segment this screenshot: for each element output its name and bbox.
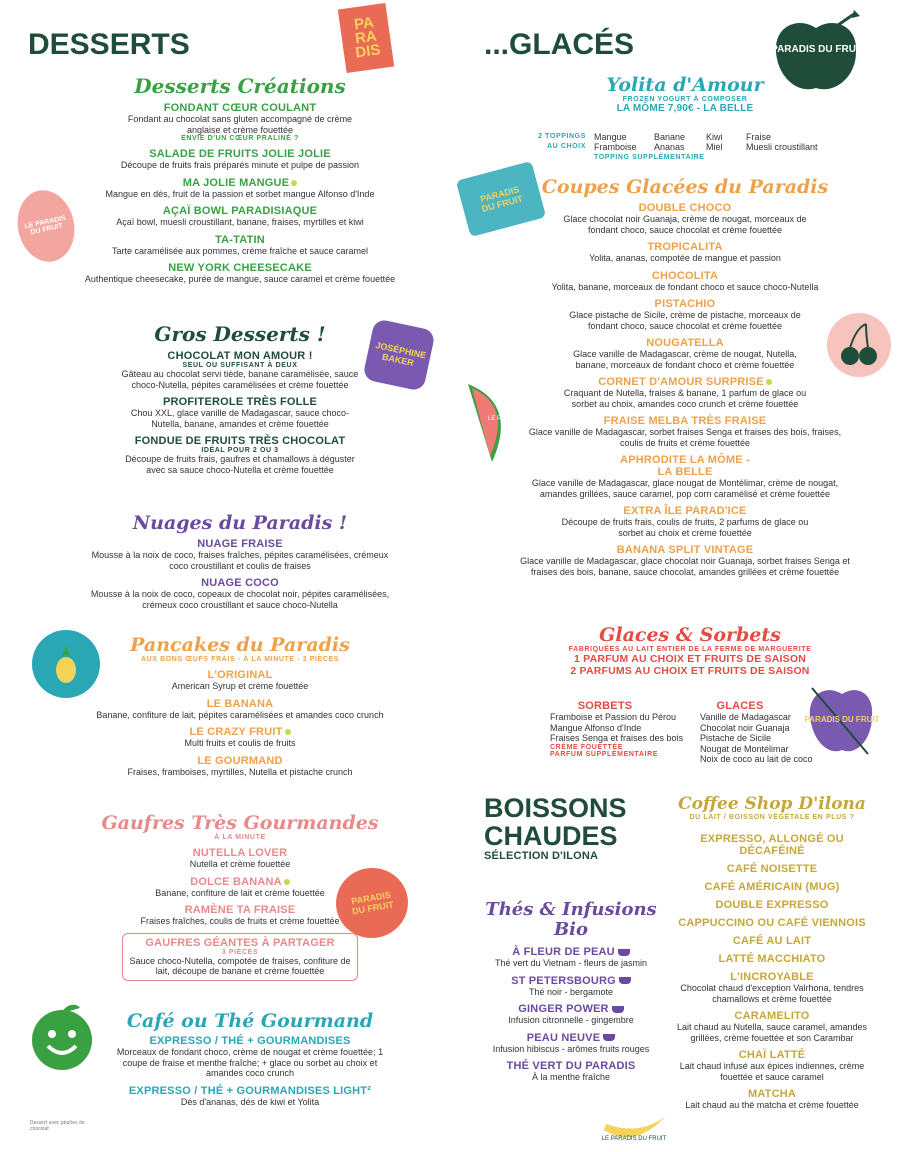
section-title: Nuages du Paradis ! [132,512,348,534]
pineapple-sticker: LE PARADIS DU FRUIT [11,185,81,267]
section-pancakes [40,634,440,783]
item-name: LE GOURMAND [197,754,283,767]
item-desc: Thé vert du Vietnam - fleurs de jasmin [495,958,647,968]
item-name: CARAMELITO [734,1010,810,1022]
item-desc: Chou XXL, glace vanille de Madagascar, sauce choco-Nutella, banane, amandes et crème fouettée [130,408,350,429]
menu-item [40,205,440,228]
item-desc: Mousse à la noix de coco, copeaux de chocolat noir, pépites caramélisées, crémeux coco croustillant et sauce choco-Nutella [90,589,390,610]
vegan-icon [766,379,772,385]
menu-item [40,234,440,257]
item-name: TROPICALITA [647,241,723,253]
coffee-item: LATTÉ MACCHIATO [718,953,826,965]
menu-item [500,202,870,235]
item-name: LE CRAZY FRUIT [189,726,283,738]
paradis-fruit-diamond-sticker: PARADIS DU FRUIT [456,161,546,237]
item-desc: Chocolat chaud d'exception Valrhona, tendres chamallows et crème fouettée [680,983,864,1004]
topping: Miel [706,142,723,152]
item-desc: Glace chocolat noir Guanaja, crème de nougat, morceaux de fondant choco, sauce chocolat et crème fouettée [563,214,807,235]
topping: Banane [654,132,686,142]
section-title: Coupes Glacées du Paradis [541,176,829,198]
item-desc: Fondant au chocolat sans gluten accompagné de crème anglaise et crème fouettée [127,114,353,135]
section-sub: DU LAIT / BOISSON VÉGÉTALE EN PLUS ? [689,814,855,821]
item-desc: Tarte caramélisée aux pommes, crème fraîche et sauce caramel [111,245,369,256]
menu-item [60,1035,440,1079]
item-desc: Glace pistache de Sicile, crème de pistache, morceaux de fondant choco, sauce chocolat et crème fouettée [569,310,801,331]
menu-item [500,270,870,293]
item-desc: Glace vanille de Madagascar, sorbet fraises Senga et fraises des bois, fraises, coulis de fruits et crème fouettée [528,427,842,448]
sorbet-item: Mangue Alfonso d'Inde [550,722,642,733]
smiling-apple-icon [28,1000,96,1072]
vegan-icon [285,729,291,735]
item-desc: Dés d'ananas, dés de kiwi et Yolita [180,1096,320,1107]
glace-item: Nougat de Montélimar [700,743,789,754]
pineapple-badge-icon [32,630,100,698]
item-desc: Mousse à la noix de coco, fraises fraîches, pépites caramélisées, crémeux coco croustillant et coulis de fraises [91,550,389,571]
item-desc: Découpe de fruits frais préparés minute et pulpe de passion [120,160,360,170]
item-name: NUAGE COCO [201,577,279,589]
menu-item [500,415,870,448]
item-name: CHOCOLAT MON AMOUR ! [167,350,313,362]
menu-item [40,435,440,475]
cup-icon [612,1006,624,1013]
menu-item [476,975,666,998]
section-title: Thés & Infusions Bio [485,899,657,940]
menu-item [40,102,440,142]
menu-item [40,847,440,870]
item-name: LE BANANA [206,697,274,710]
item-desc: Banane, confiture de lait et crème fouettée [155,887,325,898]
topping-extra: TOPPING SUPPLÉMENTAIRE [594,154,705,161]
menu-item [476,1003,666,1026]
item-name: NUTELLA LOVER [192,847,288,859]
item-desc: Authentique cheesecake, purée de mangue, sauce caramel et crème fouettée [84,274,396,284]
vegan-icon [284,879,290,885]
cup-icon [603,1034,615,1041]
menu-item [672,1010,872,1043]
glace-item: Chocolat noir Guanaja [700,722,790,733]
menu-item [40,148,440,171]
cup-icon [619,977,631,984]
item-name: DOUBLE CHOCO [638,202,732,214]
item-name: APHRODITE LA MÔME - LA BELLE [620,454,750,478]
menu-item [40,698,440,721]
item-desc: Banane, confiture de lait, pépites caramélisées et amandes coco crunch [96,709,384,720]
item-desc: Nutella et crème fouettée [189,859,291,869]
menu-item [40,396,440,429]
vegan-icon [291,180,297,186]
cup-icon [618,949,630,956]
item-name: ST PETERSBOURG [511,974,616,987]
item-desc: Yolita, ananas, compotée de mangue et passion [589,253,781,263]
menu-item [672,1049,872,1082]
section-coffee [672,794,872,1117]
sorbet-item: PARFUM SUPPLÉMENTAIRE [550,750,659,758]
item-desc: Lait chaud au Nutella, sauce caramel, amandes grillées, crème fouettée et son Carambar [676,1022,868,1043]
item-name: MA JOLIE MANGUE [182,176,290,189]
toppings-label: 2 TOPPINGS AU CHOIX [538,133,586,150]
item-desc: Mangue en dés, fruit de la passion et sorbet mangue Alfonso d'Inde [105,188,375,199]
section-title: Desserts Créations [134,74,346,98]
apple-arrow-icon [804,680,880,760]
desserts-title: DESSERTS [28,28,190,61]
item-desc: Infusion hibiscus - arômes fruits rouges [492,1043,650,1054]
pineapple-icon [51,644,81,684]
item-name: EXTRA ÎLE PARAD'ICE [623,505,747,517]
section-title: Glaces & Sorbets [599,624,781,646]
item-desc: Morceaux de fondant choco, crème de nougat et crème fouettée; 1 coupe de fraise et menthe fraîche; + glace ou sorbet au choix et amandes coco crunch [116,1047,384,1078]
menu-item [500,544,870,577]
coffee-item: CAFÉ AMÉRICAIN (MUG) [704,881,840,893]
item-name: PISTACHIO [654,298,716,310]
yolita-price: LA MÔME 7,90€ - LA BELLE [616,103,754,114]
item-name: NUAGE FRAISE [197,538,283,550]
item-name: DOLCE BANANA [190,875,282,888]
apple-logo-icon [768,8,864,98]
sorbet-item: Framboise et Passion du Pérou [550,712,677,722]
item-name: PROFITEROLE TRÈS FOLLE [162,396,318,408]
section-title: Coffee Shop D'ilona [678,794,866,814]
item-note: ENVIE D'UN CŒUR PRALINÉ ? [181,135,299,142]
sorbet-item: CRÈME FOUETTÉE [550,743,623,751]
item-name: NOUGATELLA [646,337,724,349]
item-note: SEUL OU SUFFISANT À DEUX [182,362,298,369]
coffee-item: CAPPUCCINO OU CAFÉ VIENNOIS [678,917,866,929]
paradis-fruit-sticker: PARADIS DU FRUIT [330,862,413,943]
item-desc: Infusion citronnelle - gingembre [508,1015,634,1025]
glace-item: Pistache de Sicile [700,733,772,743]
item-desc: Lait chaud au thé matcha et crème fouettée [685,1100,859,1110]
menu-item [500,337,870,370]
boissons-title-2: CHAUDES [484,821,618,851]
section-nuages [40,512,440,616]
menu-item [500,454,870,499]
footnote: Dessert avec pépites de chocolat [30,1120,85,1132]
item-desc: Lait chaud infusé aux épices indiennes, crème fouettée et sauce caramel [679,1061,865,1082]
boissons-sub: SÉLECTION D'ILONA [484,850,599,862]
topping: Kiwi [706,132,723,142]
item-name: THÉ VERT DU PARADIS [506,1060,636,1072]
menu-item [500,505,870,538]
item-name: BANANA SPLIT VINTAGE [616,544,754,556]
cherries-icon [826,312,892,378]
section-note: À LA MINUTE [214,834,266,841]
glaces-line1: 1 PARFUM AU CHOIX ET FRUITS DE SAISON [574,653,806,665]
gaufres-geantes-box [122,933,358,981]
item-name: SALADE DE FRUITS JOLIE JOLIE [149,148,331,160]
coffee-item: DOUBLE EXPRESSO [715,899,829,911]
menu-item [40,538,440,571]
item-desc: Multi fruits et coulis de fruits [184,738,296,748]
item-desc: Découpe de fruits frais, gaufres et chamallows à déguster avec sa sauce choco-Nutella et crème fouettée [125,454,355,475]
menu-item [500,298,870,331]
item-note: IDÉAL POUR 2 OU 3 [201,447,279,454]
item-desc: Glace vanille de Madagascar, glace chocolat noir Guanaja, sorbet fraises Senga et fraises des bois, banane, sauce chocolat, amandes grillées et crème fouettée [520,556,850,577]
item-desc: American Syrup et crème fouettée [171,681,309,691]
item-name: FONDUE DE FRUITS TRÈS CHOCOLAT [134,435,346,447]
item-desc: Craquant de Nutella, fraises & banane, 1 parfum de glace ou sorbet au choix, amandes coco crunch et crème fouettée [563,388,807,409]
menu-item [40,726,440,749]
menu-item [40,577,440,610]
coffee-item: CAFÉ NOISETTE [726,863,818,875]
coffee-item: EXPRESSO, ALLONGÉ OU DÉCAFÉINÉ [700,833,844,857]
item-name: EXPRESSO / THÉ + GOURMANDISES LIGHT² [128,1084,372,1097]
item-desc: Gâteau au chocolat servi tiède, banane caramélisée, sauce choco-Nutella, pépites caramélisées et crème fouettée [121,369,359,390]
boissons-header [484,794,627,862]
svg-text:PARADIS DU FRUIT: PARADIS DU FRUIT [804,715,880,724]
item-name: FONDANT CŒUR COULANT [163,102,317,114]
menu-item [500,241,870,264]
watermelon-icon [462,380,553,466]
item-name: RAMÈNE TA FRAISE [184,904,296,916]
menu-item [672,1088,872,1111]
menu-item [40,177,440,200]
section-note: AUX BONS ŒUFS FRAIS - À LA MINUTE - 3 PIÈCES [140,656,340,663]
glaces-line2: 2 PARFUMS AU CHOIX ET FRUITS DE SAISON [570,665,810,677]
section-title: Pancakes du Paradis [130,634,350,656]
section-coupes [500,176,870,583]
item-name: CHAÏ LATTÉ [738,1049,806,1061]
section-title: Gros Desserts ! [154,322,326,346]
menu-item [60,1085,440,1108]
glace-item: Noix de coco au lait de coco [700,754,813,764]
item-name: FRAISE MELBA TRÈS FRAISE [603,415,767,427]
item-name: NEW YORK CHEESECAKE [168,262,312,274]
section-thes [476,900,666,1089]
item-name: À FLEUR DE PEAU [512,946,615,958]
item-desc: À la menthe fraîche [531,1072,611,1082]
menu-item [40,262,440,285]
section-note: FABRIQUÉES AU LAIT ENTIER DE LA FERME DE MARGUERITE [568,646,812,653]
topping: Mangue [594,132,627,142]
paradis-sticker: PA RA DIS [338,3,394,73]
josephine-baker-sticker: JOSÉPHINE BAKER [362,318,436,392]
menu-item [500,376,870,409]
glace-item: Vanille de Madagascar [700,712,791,722]
topping: Muesli croustillant [746,142,818,152]
section-title: Gaufres Très Gourmandes [101,812,379,834]
item-name: MATCHA [747,1088,797,1100]
item-name: GAUFRES GÉANTES À PARTAGER [145,936,335,949]
sorbets-label: SORBETS [577,700,633,712]
item-desc: Fraises, framboises, myrtilles, Nutella et pistache crunch [127,766,353,777]
svg-text:LE PARADIS DU FRUIT: LE PARADIS DU FRUIT [488,416,553,422]
topping: Framboise [594,142,637,152]
boissons-title: BOISSONS [484,793,627,823]
item-name: CORNET D'AMOUR SURPRISE [598,376,764,388]
svg-text:LE PARADIS DU FRUIT: LE PARADIS DU FRUIT [601,1136,667,1142]
item-desc: Glace vanille de Madagascar, crème de nougat, Nutella, banane, morceaux de fondant choco et crème fouettée [573,349,797,370]
logo-text: PARADIS DU FRUIT [771,44,865,55]
section-desserts-creations [40,74,440,291]
item-desc: Glace vanille de Madagascar, glace nougat de Montélimar, crème de nougat, amandes grillées, sauce caramel, pop corn caramélisé et crème fouettée [531,478,839,499]
item-name: CHOCOLITA [651,269,719,282]
item-desc: Thé noir - bergamote [528,986,614,997]
item-name: L'ORIGINAL [207,669,273,681]
item-name: L'INCROYABLE [730,971,814,983]
item-name: TA-TATIN [215,233,265,246]
menu-item [476,1032,666,1055]
menu-item [476,1060,666,1083]
menu-item [40,755,440,778]
item-name: PEAU NEUVE [526,1031,601,1044]
menu-item [40,669,440,692]
banana-icon [600,1106,670,1146]
section-cafe-gourmand [60,1010,440,1113]
item-note: 3 PIÈCES [221,948,259,956]
menu-item [672,971,872,1004]
item-desc: Yolita, banane, morceaux de fondant choco et sauce choco-Nutella [551,281,819,292]
item-name: EXPRESSO / THÉ + GOURMANDISES [149,1035,351,1047]
glaces-label: GLACES [716,700,764,712]
section-sub: FROZEN YOGURT À COMPOSER [622,96,748,103]
topping: Ananas [654,142,685,152]
item-desc: Sauce choco-Nutella, compotée de fraises, confiture de lait, découpe de banane et crème fouettée [129,955,351,976]
sorbet-item: Fraises Senga et fraises des bois [550,733,684,743]
item-desc: Découpe de fruits frais, coulis de fruits, 2 parfums de glace ou sorbet au choix et crème fouettée [561,517,809,538]
section-title: Café ou Thé Gourmand [126,1010,374,1032]
item-name: AÇAÏ BOWL PARADISIAQUE [162,205,318,217]
item-desc: Açaï bowl, muesli croustillant, banane, fraises, myrtilles et kiwi [116,217,364,227]
section-glaces-sorbets [520,624,860,677]
item-desc: Fraises fraîches, coulis de fruits et crème fouettée [140,916,340,926]
topping: Fraise [746,132,772,142]
section-title: Yolita d'Amour [606,74,764,96]
item-name: GINGER POWER [518,1003,609,1015]
glaces-title: ...GLACÉS [484,28,635,61]
menu-item [476,946,666,969]
coffee-item: CAFÉ AU LAIT [732,935,812,947]
